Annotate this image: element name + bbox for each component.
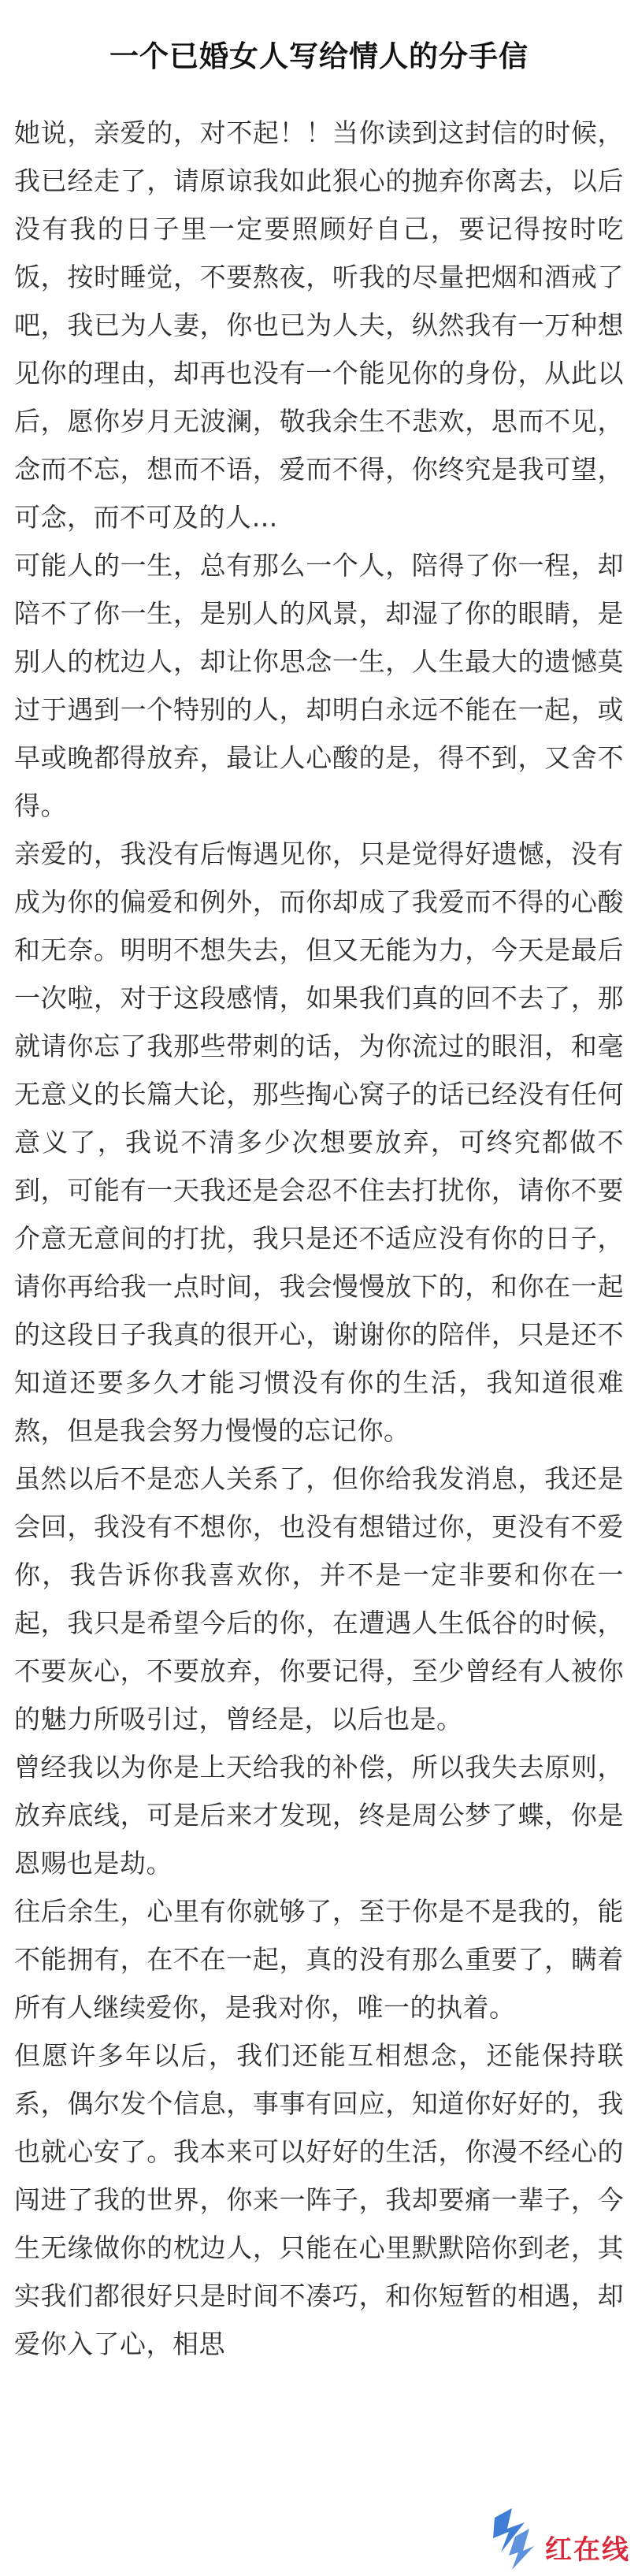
article-paragraph: 往后余生，心里有你就够了，至于你是不是我的，能不能拥有，在不在一起，真的没有那么重要了，瞒着所有人继续爱你，是我对你，唯一的执着。 — [14, 1896, 624, 2023]
article-body — [14, 109, 624, 2368]
watermark-text: 红在线 — [545, 2534, 630, 2566]
article-title: 一个已婚女人写给情人的分手信 — [109, 39, 529, 73]
watermark-logo-icon — [488, 2505, 537, 2571]
article-paragraph: 曾经我以为你是上天给我的补偿，所以我失去原则，放弃底线，可是后来才发现，终是周公梦了蝶，你是恩赐也是劫。 — [14, 1752, 624, 1879]
article-paragraph: 亲爱的，我没有后悔遇见你，只是觉得好遗憾，没有成为你的偏爱和例外，而你却成了我爱而不得的心酸和无奈。明明不想失去，但又无能为力，今天是最后一次啦，对于这段感情，如果我们真的回不去了，那就请你忘了我那些带刺的话，为你流过的眼泪，和毫无意义的长篇大论，那些掏心窝子的话已经没有任何意义了，我说不清多少次想要放弃，可终究都做不到，可能有一天我还是会忍不住去打扰你，请你不要介意无意间的打扰，我只是还不适应没有你的日子，请你再给我一点时间，我会慢慢放下的，和你在一起的这段日子我真的很开心，谢谢你的陪伴，只是还不知道还要多久才能习惯没有你的生活，我知道很难熬，但是我会努力慢慢的忘记你。 — [14, 838, 624, 1446]
article-paragraph: 她说，亲爱的，对不起！！当你读到这封信的时候，我已经走了，请原谅我如此狠心的抛弃你离去，以后没有我的日子里一定要照顾好自己，要记得按时吃饭，按时睡觉，不要熬夜，听我的尽量把烟和酒戒了吧，我已为人妻，你也已为人夫，纵然我有一万种想见你的理由，却再也没有一个能见你的身份，从此以后，愿你岁月无波澜，敬我余生不悲欢，思而不见，念而不忘，想而不语，爱而不得，你终究是我可望，可念，而不可及的人… — [14, 117, 624, 533]
article-paragraph: 可能人的一生，总有那么一个人，陪得了你一程，却陪不了你一生，是别人的风景，却湿了你的眼睛，是别人的枕边人，却让你思念一生，人生最大的遗憾莫过于遇到一个特别的人，却明白永远不能在一起，或早或晚都得放弃，最让人心酸的是，得不到，又舍不得。 — [14, 550, 624, 821]
article-paragraph: 虽然以后不是恋人关系了，但你给我发消息，我还是会回，我没有不想你，也没有想错过你，更没有不爱你，我告诉你我喜欢你，并不是一定非要和你在一起，我只是希望今后的你，在遭遇人生低谷的时候，不要灰心，不要放弃，你要记得，至少曾经有人被你的魅力所吸引过，曾经是，以后也是。 — [14, 1463, 624, 1734]
site-watermark — [488, 2500, 630, 2571]
article-paragraph: 但愿许多年以后，我们还能互相想念，还能保持联系，偶尔发个信息，事事有回应，知道你好好的，我也就心安了。我本来可以好好的生活，你漫不经心的闯进了我的世界，你来一阵子，我却要痛一辈子，今生无缘做你的枕边人，只能在心里默默陪你到老，其实我们都很好只是时间不凑巧，和你短暂的相遇，却爱你入了心，相思 — [14, 2040, 624, 2359]
